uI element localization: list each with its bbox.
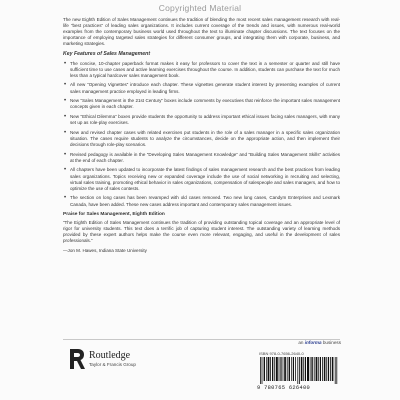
feature-item: • All new “Opening Vignettes” introduce each chapter. These vignettes generate student interest by presenting examples of current sales management practice employed in leading firms.	[63, 82, 340, 94]
features-heading: Key Features of Sales Management	[63, 51, 151, 58]
publisher-logo	[68, 345, 158, 375]
barcode-block	[255, 340, 341, 396]
feature-item: • All chapters have been updated to incorporate the latest findings of sales management research and the best practices from leading sales organizations. Topics receiving new or expanded coverage include the use of social networking in recruiting and selecting, virtual sales training, promoting ethical behavior in sales organizations, compensation of salespeople and sales managers, and how to optimize the use of sales contests.	[63, 167, 340, 191]
feature-item: • New and revised chapter cases with related exercises put students in the role of a sales manager in a specific sales organization situation. The cases require students to analyze the circumstances, decide on the appropriate action, and then implement their decisions through role-play scenarios.	[63, 130, 340, 148]
barcode-digits: 9 780765 626400	[257, 385, 311, 391]
praise-heading: Praise for Sales Management, Eighth Edition	[63, 211, 165, 217]
publisher-group: Taylor & Francis Group	[89, 362, 136, 367]
informa-business-label	[255, 340, 341, 345]
feature-item: • Revised pedagogy is available in the “Developing Sales Management Knowledge” and “Building Sales Management Skills” activities at the end of each chapter.	[63, 152, 340, 164]
feature-item: • New “Ethical Dilemma” boxes provide students the opportunity to address important ethical issues facing sales managers, with many set up as role-play exercises.	[63, 114, 340, 126]
intro-paragraph: The new Eighth Edition of Sales Management continues the tradition of blending the most recent sales management research with real-life “best practices” of leading sales organizations. It includes current coverage of the trends and issues, with numerous real-world examples from the contemporary business world used throughout the text to illuminate chapter discussions. The text focuses on the importance of employing targeted sales strategies for different consumer groups, and integrating them with corporate, business, and marketing strategies.	[63, 17, 340, 47]
cover-text	[63, 17, 340, 258]
features-list	[63, 61, 340, 208]
informa-brand: informa	[304, 340, 322, 345]
copyright-watermark: Copyrighted Material	[158, 3, 242, 13]
barcode-image	[259, 357, 339, 384]
publisher-name: Routledge	[89, 350, 131, 361]
feature-item: • The concise, 10-chapter paperback format makes it easy for professors to cover the text in a semester or quarter and still have sufficient time to use cases and active learning exercises throughout the course. In addition, students can purchase the text for much less than a typical hardcover sales management book.	[63, 61, 340, 79]
informa-prefix: an	[298, 340, 304, 345]
praise-attribution: —Jon M. Hawes, Indiana State University	[63, 248, 147, 254]
isbn-text: ISBN 978-0-7656-2640-0	[259, 351, 304, 356]
feature-item: • The section on long cases has been revamped with old cases removed. Two new long cases, Candym Enterprises and Lexmark Canada, have been added. These new cases address important and contemporary sales management issues.	[63, 195, 340, 207]
routledge-logo-icon	[68, 347, 86, 371]
praise-quote: “The Eighth Edition of Sales Management continues the tradition of providing outstanding topical coverage and an appropriate level of rigor for university students. This text does a terrific job of capturing student interest. The outstanding variety of learning methods provided by these expert authors helps make the course even more relevant, engaging, and useful in the development of sales professionals.”	[63, 219, 340, 243]
informa-suffix: business	[322, 340, 341, 345]
feature-item: • New “Sales Management in the 21st Century” boxes include comments by executives that reinforce the important sales management concepts given in each chapter.	[63, 98, 340, 110]
